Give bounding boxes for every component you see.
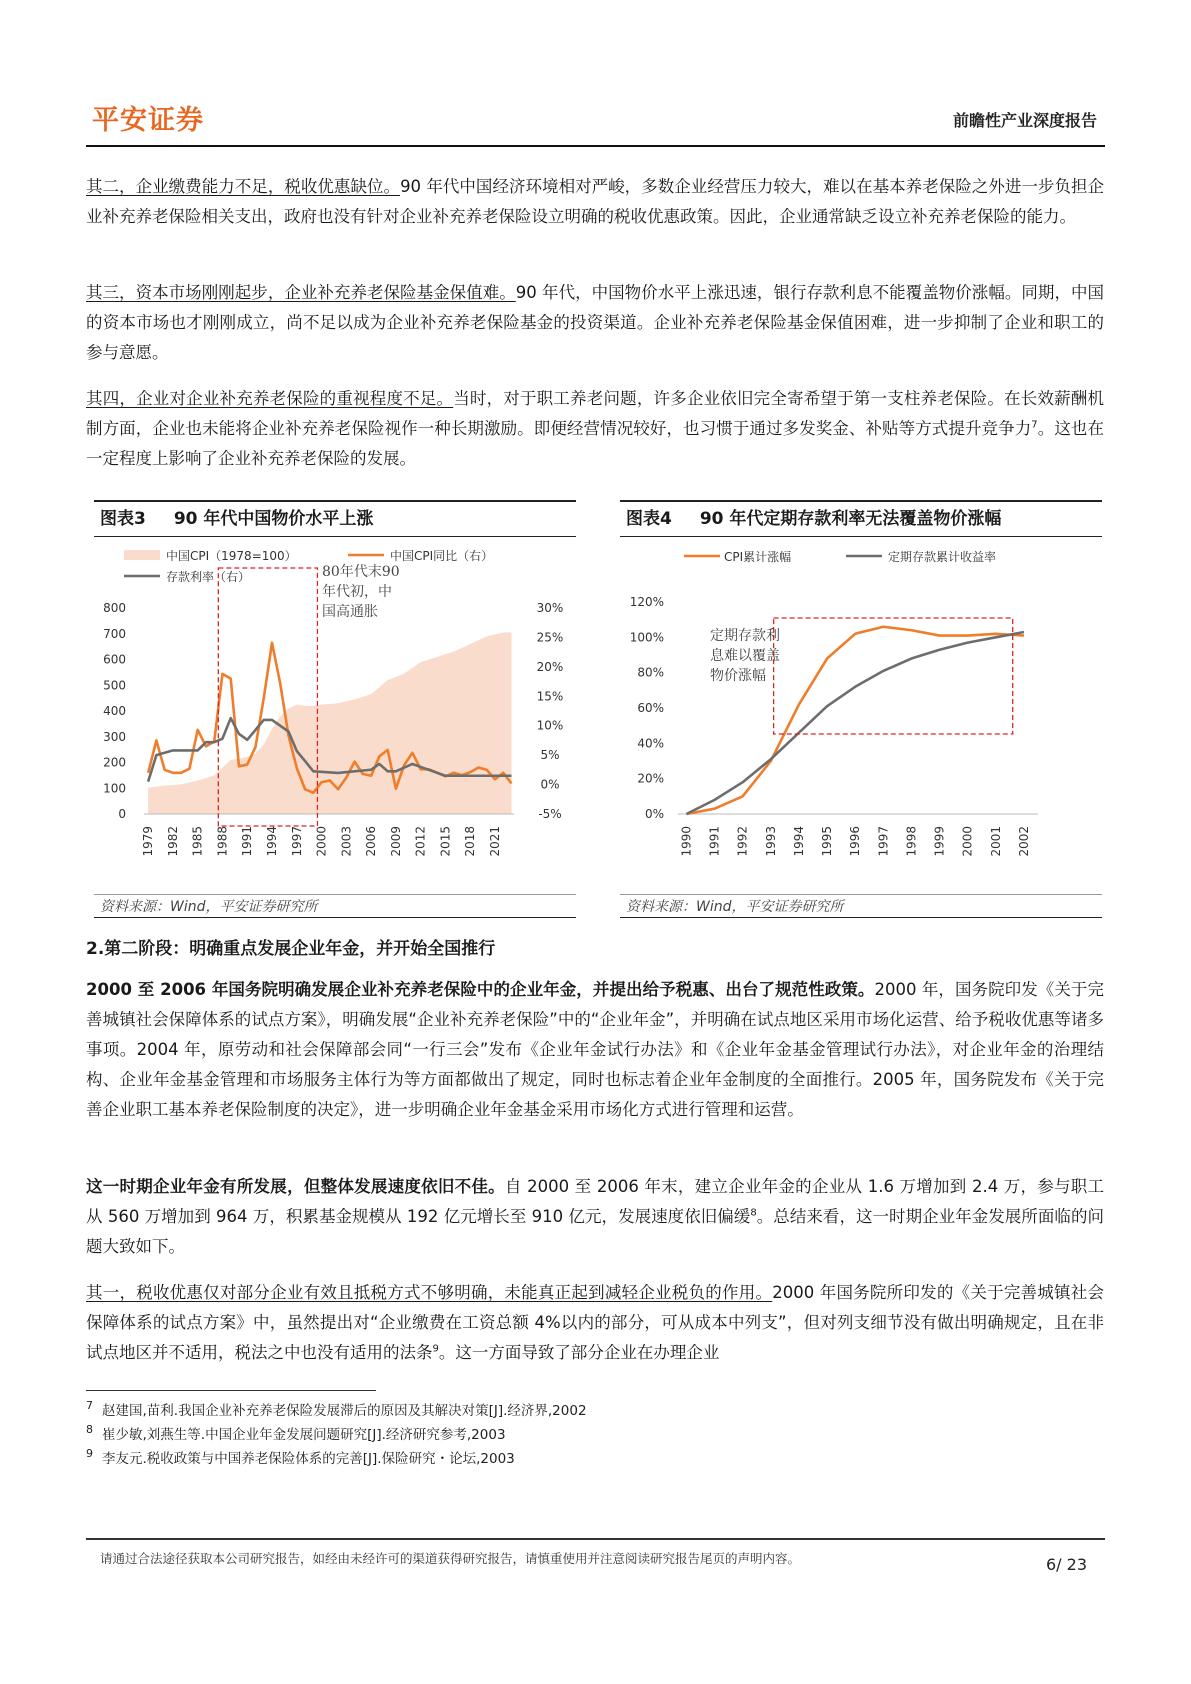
paragraph-lead: 其三，资本市场刚刚起步，企业补充养老保险基金保值难。: [86, 283, 516, 302]
section-paragraph-3: [86, 1278, 1104, 1368]
footnote-9: 9 李友元.税收政策与中国养老保险体系的完善[J].保险研究・论坛,2003: [86, 1447, 515, 1467]
x-tick-label: 2012: [413, 826, 428, 857]
paragraph-4: [86, 384, 1104, 474]
paragraph-lead: 2000 至 2006 年国务院明确发展企业补充养老保险中的企业年金，并提出给予税惠、出台了规范性政策。: [86, 980, 875, 999]
y-right-tick-label: 10%: [536, 718, 564, 733]
x-tick-label: 1991: [707, 826, 722, 857]
annotation-text: 息难以覆盖: [710, 648, 780, 664]
footnote-ref: 7: [1031, 419, 1038, 431]
paragraph-body: 90 年代，中国物价水平上涨迅速，银行存款利息不能覆盖物价涨幅。同期，中国的资本市场也才刚刚成立，尚不足以成为企业补充养老保险基金的投资渠道。企业补充养老保险基金保值困难，进一步抑制了企业和职工的参与意愿。: [86, 283, 1104, 362]
figure-4: [620, 500, 1102, 920]
figure-4-source: 资料来源：Wind，平安证券研究所: [620, 894, 1102, 918]
x-tick-label: 2015: [438, 826, 453, 857]
y-tick-label: 40%: [637, 736, 664, 751]
paragraph-lead: 其一，税收优惠仅对部分企业有效且抵税方式不够明确，未能真正起到减轻企业税负的作用。: [86, 1283, 773, 1302]
x-tick-label: 2000: [960, 826, 975, 857]
figure-3: [94, 500, 576, 920]
legend-label-cpi-yoy: 中国CPI同比（右）: [390, 549, 494, 563]
footnote-7: 7 赵建国,苗利.我国企业补充养老保险发展滞后的原因及其解决对策[J].经济界,2002: [86, 1399, 587, 1419]
x-tick-label: 2009: [388, 826, 403, 857]
y-tick-label: 20%: [637, 771, 664, 786]
annotation-text: 国高通胀: [322, 604, 378, 620]
section-paragraph-2: [86, 1172, 1104, 1262]
paragraph-lead: 其四，企业对企业补充养老保险的重视程度不足。: [86, 389, 454, 408]
figure-label: 图表4: [626, 509, 672, 529]
annotation-text: 80年代末90: [322, 564, 400, 580]
figure-label: 图表3: [100, 509, 146, 529]
y-right-tick-label: -5%: [538, 807, 562, 821]
y-right-tick-label: 20%: [536, 659, 564, 674]
x-tick-label: 1985: [190, 826, 205, 857]
cumulative-chart: [620, 536, 1102, 892]
y-left-tick-label: 200: [103, 755, 126, 770]
x-tick-label: 1996: [848, 826, 863, 857]
x-tick-label: 1999: [932, 826, 947, 857]
x-tick-label: 1979: [141, 826, 156, 857]
footnote-ref: 9: [432, 1343, 439, 1355]
y-left-tick-label: 800: [103, 601, 126, 615]
x-tick-label: 1994: [265, 826, 280, 857]
annotation-text: 定期存款利: [710, 628, 780, 644]
y-left-tick-label: 100: [103, 781, 126, 796]
legend-label-deposit: 存款利率（右）: [166, 570, 251, 584]
x-tick-label: 2003: [339, 826, 354, 857]
footer-divider: [86, 1538, 1105, 1540]
paragraph-3: [86, 278, 1104, 368]
y-tick-label: 100%: [629, 630, 664, 645]
cpi-chart: [94, 536, 576, 892]
figure-caption: 90 年代中国物价水平上涨: [173, 509, 374, 529]
y-tick-label: 120%: [629, 595, 664, 609]
y-tick-label: 80%: [637, 665, 664, 680]
footer-disclaimer: 请通过合法途径获取本公司研究报告，如经由未经许可的渠道获得研究报告，请慎重使用并注意阅读研究报告尾页的声明内容。: [100, 1551, 801, 1566]
y-right-tick-label: 5%: [540, 748, 560, 763]
paragraph-tail: 。总结来看，这一时期企业年金发展所面临的问题大致如下。: [86, 1207, 1104, 1256]
paragraph-tail: 。这也在一定程度上影响了企业补充养老保险的发展。: [86, 419, 1105, 468]
x-tick-label: 1988: [215, 826, 230, 857]
report-type: 前瞻性产业深度报告: [952, 111, 1097, 130]
x-tick-label: 1998: [904, 826, 919, 857]
footnote-8: 8 崔少敏,刘燕生等.中国企业年金发展问题研究[J].经济研究参考,2003: [86, 1423, 506, 1443]
y-right-tick-label: 25%: [536, 630, 564, 645]
figure-3-source: 资料来源：Wind，平安证券研究所: [94, 894, 576, 918]
section-heading: 2.第二阶段：明确重点发展企业年金，并开始全国推行: [86, 939, 496, 959]
x-tick-label: 1995: [820, 826, 835, 857]
y-right-tick-label: 15%: [536, 689, 564, 704]
paragraph-lead: 这一时期企业年金有所发展，但整体发展速度依旧不佳。: [86, 1177, 505, 1196]
figure-3-title: [94, 500, 576, 537]
x-tick-label: 1993: [763, 826, 778, 857]
footnote-divider: [86, 1390, 376, 1391]
y-tick-label: 0%: [644, 807, 664, 821]
x-tick-label: 1994: [791, 826, 806, 857]
x-tick-label: 1990: [679, 826, 694, 857]
y-left-tick-label: 700: [103, 626, 126, 641]
y-right-tick-label: 30%: [536, 601, 564, 615]
y-left-tick-label: 300: [103, 729, 126, 744]
series-cpi-area: [148, 632, 511, 814]
y-tick-label: 60%: [637, 701, 664, 715]
section-paragraph-1: [86, 975, 1104, 1125]
x-tick-label: 2021: [488, 826, 503, 857]
paragraph-body: 当时，对于职工养老问题，许多企业依旧完全寄希望于第一支柱养老保险。在长效薪酬机制方面，企业也未能将企业补充养老保险视作一种长期激励。即便经营情况较好，也习惯于通过多发奖金、补贴等方式提升竞争力: [86, 389, 1105, 438]
y-left-tick-label: 400: [103, 704, 126, 718]
legend-label-deposit: 定期存款累计收益率: [888, 550, 997, 564]
paragraph-2: [86, 172, 1104, 232]
paragraph-lead: 其二，企业缴费能力不足，税收优惠缺位。: [86, 177, 401, 196]
paragraph-body: 2000 年，国务院印发《关于完善城镇社会保障体系的试点方案》，明确发展“企业补充养老保险”中的“企业年金”，并明确在试点地区采用市场化运营、给予税收优惠等诸多事项。2004 年，原劳动和社会保障部会同“一行三会”发布《企业年金试行办法》和《企业年金基金管理试行办法》，对企业年金的治理结构、企业年金基金管理和市场服务主体行为等方面都做出了规定，同时也标志着企业年金制度的全面推行。2005 年，国务院发布《关于完善企业职工基本养老保险制度的决定》，进一步明确企业年金基金采用市场化方式进行管理和运营。: [86, 980, 1104, 1119]
header-divider: [86, 145, 1105, 147]
x-tick-label: 1991: [240, 826, 255, 857]
paragraph-body: 2000 年国务院所印发的《关于完善城镇社会保障体系的试点方案》中，虽然提出对“企业缴费在工资总额 4%以内的部分，可从成本中列支”，但对列支细节没有做出明确规定，且在非试点地区并不适用，税法之中也没有适用的法条: [86, 1283, 1105, 1362]
x-tick-label: 2000: [314, 826, 329, 857]
x-tick-label: 1982: [165, 826, 180, 857]
figure-4-title: [620, 500, 1102, 537]
legend-label-cpi: CPI累计涨幅: [724, 550, 792, 564]
y-left-tick-label: 500: [103, 678, 126, 693]
company-logo: 平安证券: [92, 105, 204, 136]
paragraph-body: 90 年代中国经济环境相对严峻，多数企业经营压力较大，难以在基本养老保险之外进一步负担企业补充养老保险相关支出，政府也没有针对企业补充养老保险设立明确的税收优惠政策。因此，企业通常缺乏设立补充养老保险的能力。: [86, 177, 1104, 226]
x-tick-label: 2006: [364, 826, 379, 857]
y-left-tick-label: 0: [118, 807, 126, 821]
paragraph-tail: 。这一方面导致了部分企业在办理企业: [438, 1343, 720, 1362]
footnote-ref: 8: [750, 1207, 757, 1219]
y-left-tick-label: 600: [103, 652, 126, 667]
legend-swatch-cpi: [124, 550, 160, 560]
page-number: 6/ 23: [1045, 1555, 1087, 1574]
paragraph-body: 自 2000 至 2006 年末，建立企业年金的企业从 1.6 万增加到 2.4 万，参与职工从 560 万增加到 964 万，积累基金规模从 192 亿元增长至 910 亿元，发展速度依旧偏缓: [86, 1177, 1104, 1226]
x-tick-label: 1997: [876, 826, 891, 857]
x-tick-label: 1992: [735, 826, 750, 857]
x-tick-label: 2018: [463, 826, 478, 857]
annotation-text: 年代初，中: [322, 584, 392, 600]
x-tick-label: 2001: [988, 826, 1003, 857]
legend-label-cpi: 中国CPI（1978=100）: [166, 549, 297, 563]
y-right-tick-label: 0%: [540, 777, 560, 792]
x-tick-label: 1997: [289, 826, 304, 857]
figure-caption: 90 年代定期存款利率无法覆盖物价涨幅: [699, 509, 1002, 529]
x-tick-label: 2002: [1016, 826, 1031, 857]
annotation-text: 物价涨幅: [710, 668, 766, 684]
